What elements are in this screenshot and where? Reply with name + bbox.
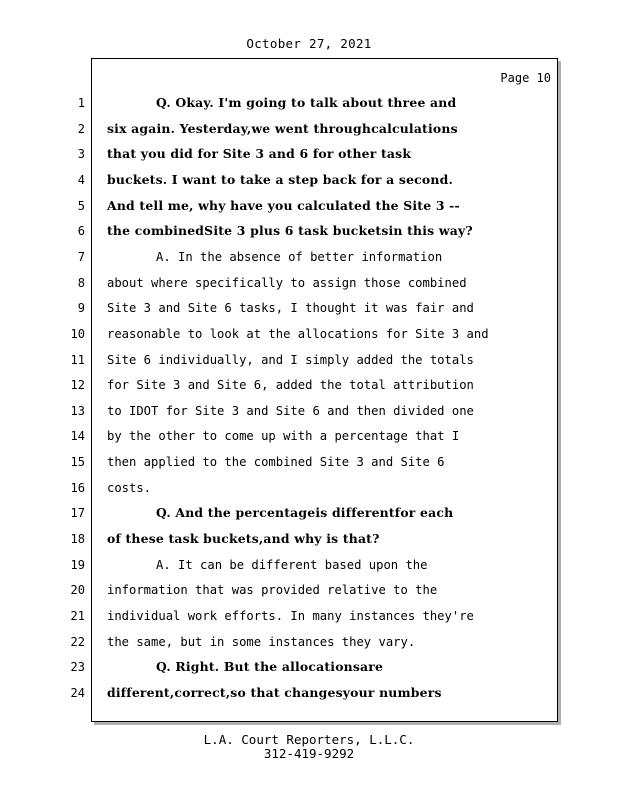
footer-phone: 312-419-9292	[263, 746, 355, 761]
line-number: 7	[77, 249, 85, 264]
line-text: the combinedSite 3 plus 6 task bucketsin this way?	[107, 223, 473, 239]
transcript-line	[0, 683, 618, 703]
line-text: then applied to the combined Site 3 and Site 6	[107, 455, 445, 470]
line-number: 20	[70, 583, 85, 598]
transcript-line	[0, 221, 618, 241]
transcript-line	[0, 426, 618, 446]
line-number: 14	[70, 429, 85, 444]
line-text: for Site 3 and Site 6, added the total attribution	[107, 378, 474, 393]
transcript-line	[0, 606, 618, 626]
line-number: 24	[70, 685, 85, 700]
transcript-line	[0, 196, 618, 216]
line-text: And tell me, why have you calculated the Site 3 --	[107, 197, 460, 213]
line-number: 17	[70, 506, 85, 521]
transcript-line	[0, 247, 618, 267]
line-number: 9	[77, 301, 85, 316]
line-text: six again. Yesterday,we went throughcalculations	[107, 120, 458, 136]
line-number: 22	[70, 634, 85, 649]
line-text: different,correct,so that changesyour numbers	[107, 684, 442, 700]
transcript-line	[0, 273, 618, 293]
line-number: 6	[77, 224, 85, 239]
transcript-line	[0, 478, 618, 498]
line-number: 11	[70, 352, 85, 367]
line-number: 19	[70, 557, 85, 572]
line-text: A. In the absence of better information	[156, 249, 443, 264]
line-text: buckets. I want to take a step back for a second.	[107, 171, 453, 187]
line-number: 13	[70, 403, 85, 418]
line-text: by the other to come up with a percentage that I	[107, 429, 460, 444]
line-text: to IDOT for Site 3 and Site 6 and then divided one	[107, 403, 474, 418]
transcript-line	[0, 144, 618, 164]
page-number: Page 10	[500, 71, 551, 85]
line-number: 15	[70, 455, 85, 470]
line-text: information that was provided relative to the	[107, 583, 438, 598]
line-text: the same, but in some instances they vary.	[107, 634, 416, 649]
transcript-line	[0, 632, 618, 652]
line-text: Site 3 and Site 6 tasks, I thought it was fair and	[107, 301, 474, 316]
line-text: Site 6 individually, and I simply added the totals	[107, 352, 474, 367]
line-text: individual work efforts. In many instances they're	[107, 609, 474, 623]
transcript-line	[0, 170, 618, 190]
transcript-line	[0, 555, 618, 575]
transcript-line	[0, 350, 618, 370]
line-number: 21	[70, 609, 85, 623]
line-number: 12	[70, 378, 85, 393]
line-text: that you did for Site 3 and 6 for other task	[107, 146, 412, 162]
line-number: 18	[70, 532, 85, 547]
line-text: costs.	[107, 480, 152, 495]
line-number: 23	[70, 660, 85, 675]
line-text: Q. Right. But the allocationsare	[156, 659, 384, 675]
transcript-line	[0, 452, 618, 472]
line-text: of these task buckets,and why is that?	[107, 531, 380, 547]
header-date: October 27, 2021	[246, 36, 372, 51]
transcript-line	[0, 324, 618, 344]
line-number: 5	[77, 198, 85, 213]
transcript-line	[0, 657, 618, 677]
line-number: 4	[77, 172, 85, 187]
line-text: Q. And the percentageis differentfor each	[156, 505, 454, 521]
line-text: about where specifically to assign those combined	[107, 275, 467, 290]
line-number: 3	[77, 147, 85, 162]
line-number: 10	[70, 326, 85, 341]
line-text: A. It can be different based upon the	[156, 557, 428, 572]
line-number: 8	[77, 275, 85, 290]
transcript-line	[0, 580, 618, 600]
transcript-line	[0, 298, 618, 318]
transcript-line	[0, 529, 618, 549]
transcript-line	[0, 503, 618, 523]
transcript-line	[0, 375, 618, 395]
line-number: 1	[77, 96, 85, 110]
transcript-line	[0, 401, 618, 421]
line-number: 2	[77, 121, 85, 136]
footer-company: L.A. Court Reporters, L.L.C.	[203, 732, 415, 747]
transcript-line	[0, 119, 618, 139]
line-text: reasonable to look at the allocations for Site 3 and	[107, 326, 489, 341]
line-text: Q. Okay. I'm going to talk about three and	[156, 95, 457, 110]
line-number: 16	[70, 480, 85, 495]
transcript-line	[0, 93, 618, 113]
